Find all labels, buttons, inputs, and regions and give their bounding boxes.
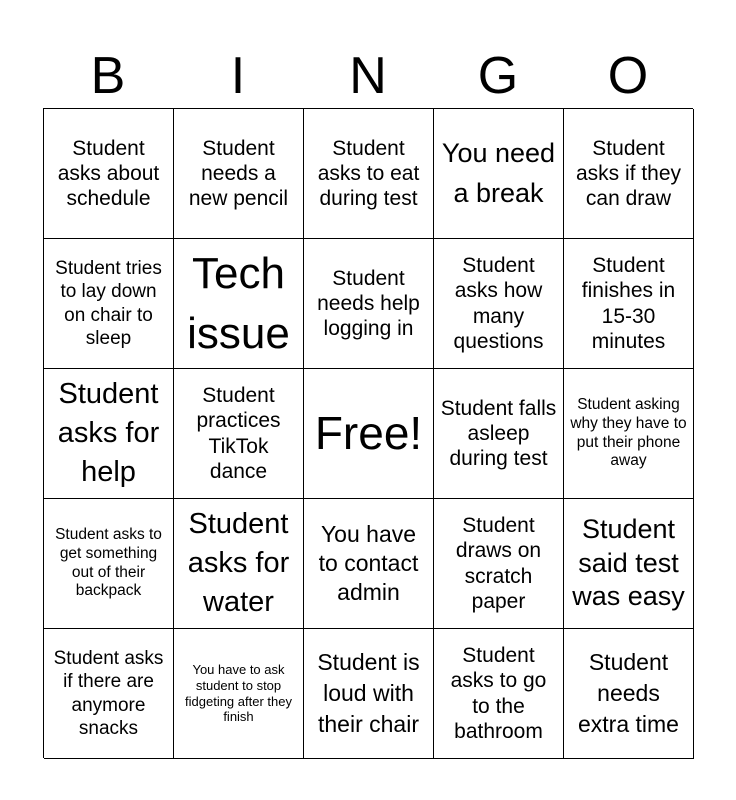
bingo-cell[interactable]: Student needs help logging in [304,239,434,369]
header-letter-i: I [230,47,246,105]
bingo-cell[interactable]: Student draws on scratch paper [434,499,564,629]
header-letter-g: G [477,47,519,105]
bingo-cell[interactable]: You have to ask student to stop fidgeting after they finish [174,629,304,759]
bingo-cell[interactable]: Student is loud with their chair [304,629,434,759]
bingo-header [43,44,693,108]
header-letter-b: B [90,47,126,105]
header-letter-n: N [349,47,387,105]
bingo-cell[interactable]: Student asks to get something out of their backpack [44,499,174,629]
bingo-board [43,108,693,758]
bingo-cell[interactable]: Tech issue [174,239,304,369]
bingo-cell[interactable]: Student asks to eat during test [304,109,434,239]
bingo-cell[interactable]: You need a break [434,109,564,239]
bingo-cell[interactable]: Student needs a new pencil [174,109,304,239]
bingo-cell[interactable]: Student asks about schedule [44,109,174,239]
header-letter-o: O [607,47,649,105]
bingo-cell[interactable]: Student asks for help [44,369,174,499]
bingo-cell[interactable]: You have to contact admin [304,499,434,629]
bingo-cell[interactable]: Student finishes in 15-30 minutes [564,239,694,369]
bingo-cell[interactable]: Student falls asleep during test [434,369,564,499]
bingo-cell[interactable]: Student asks if there are anymore snacks [44,629,174,759]
bingo-cell[interactable]: Student asks to go to the bathroom [434,629,564,759]
bingo-cell[interactable]: Student asks how many questions [434,239,564,369]
bingo-cell[interactable]: Student asking why they have to put their phone away [564,369,694,499]
bingo-cell[interactable]: Student practices TikTok dance [174,369,304,499]
bingo-cell[interactable]: Student tries to lay down on chair to sleep [44,239,174,369]
bingo-cell[interactable]: Student needs extra time [564,629,694,759]
free-space-cell[interactable]: Free! [304,369,434,499]
bingo-cell[interactable]: Student asks for water [174,499,304,629]
bingo-cell[interactable]: Student said test was easy [564,499,694,629]
bingo-cell[interactable]: Student asks if they can draw [564,109,694,239]
